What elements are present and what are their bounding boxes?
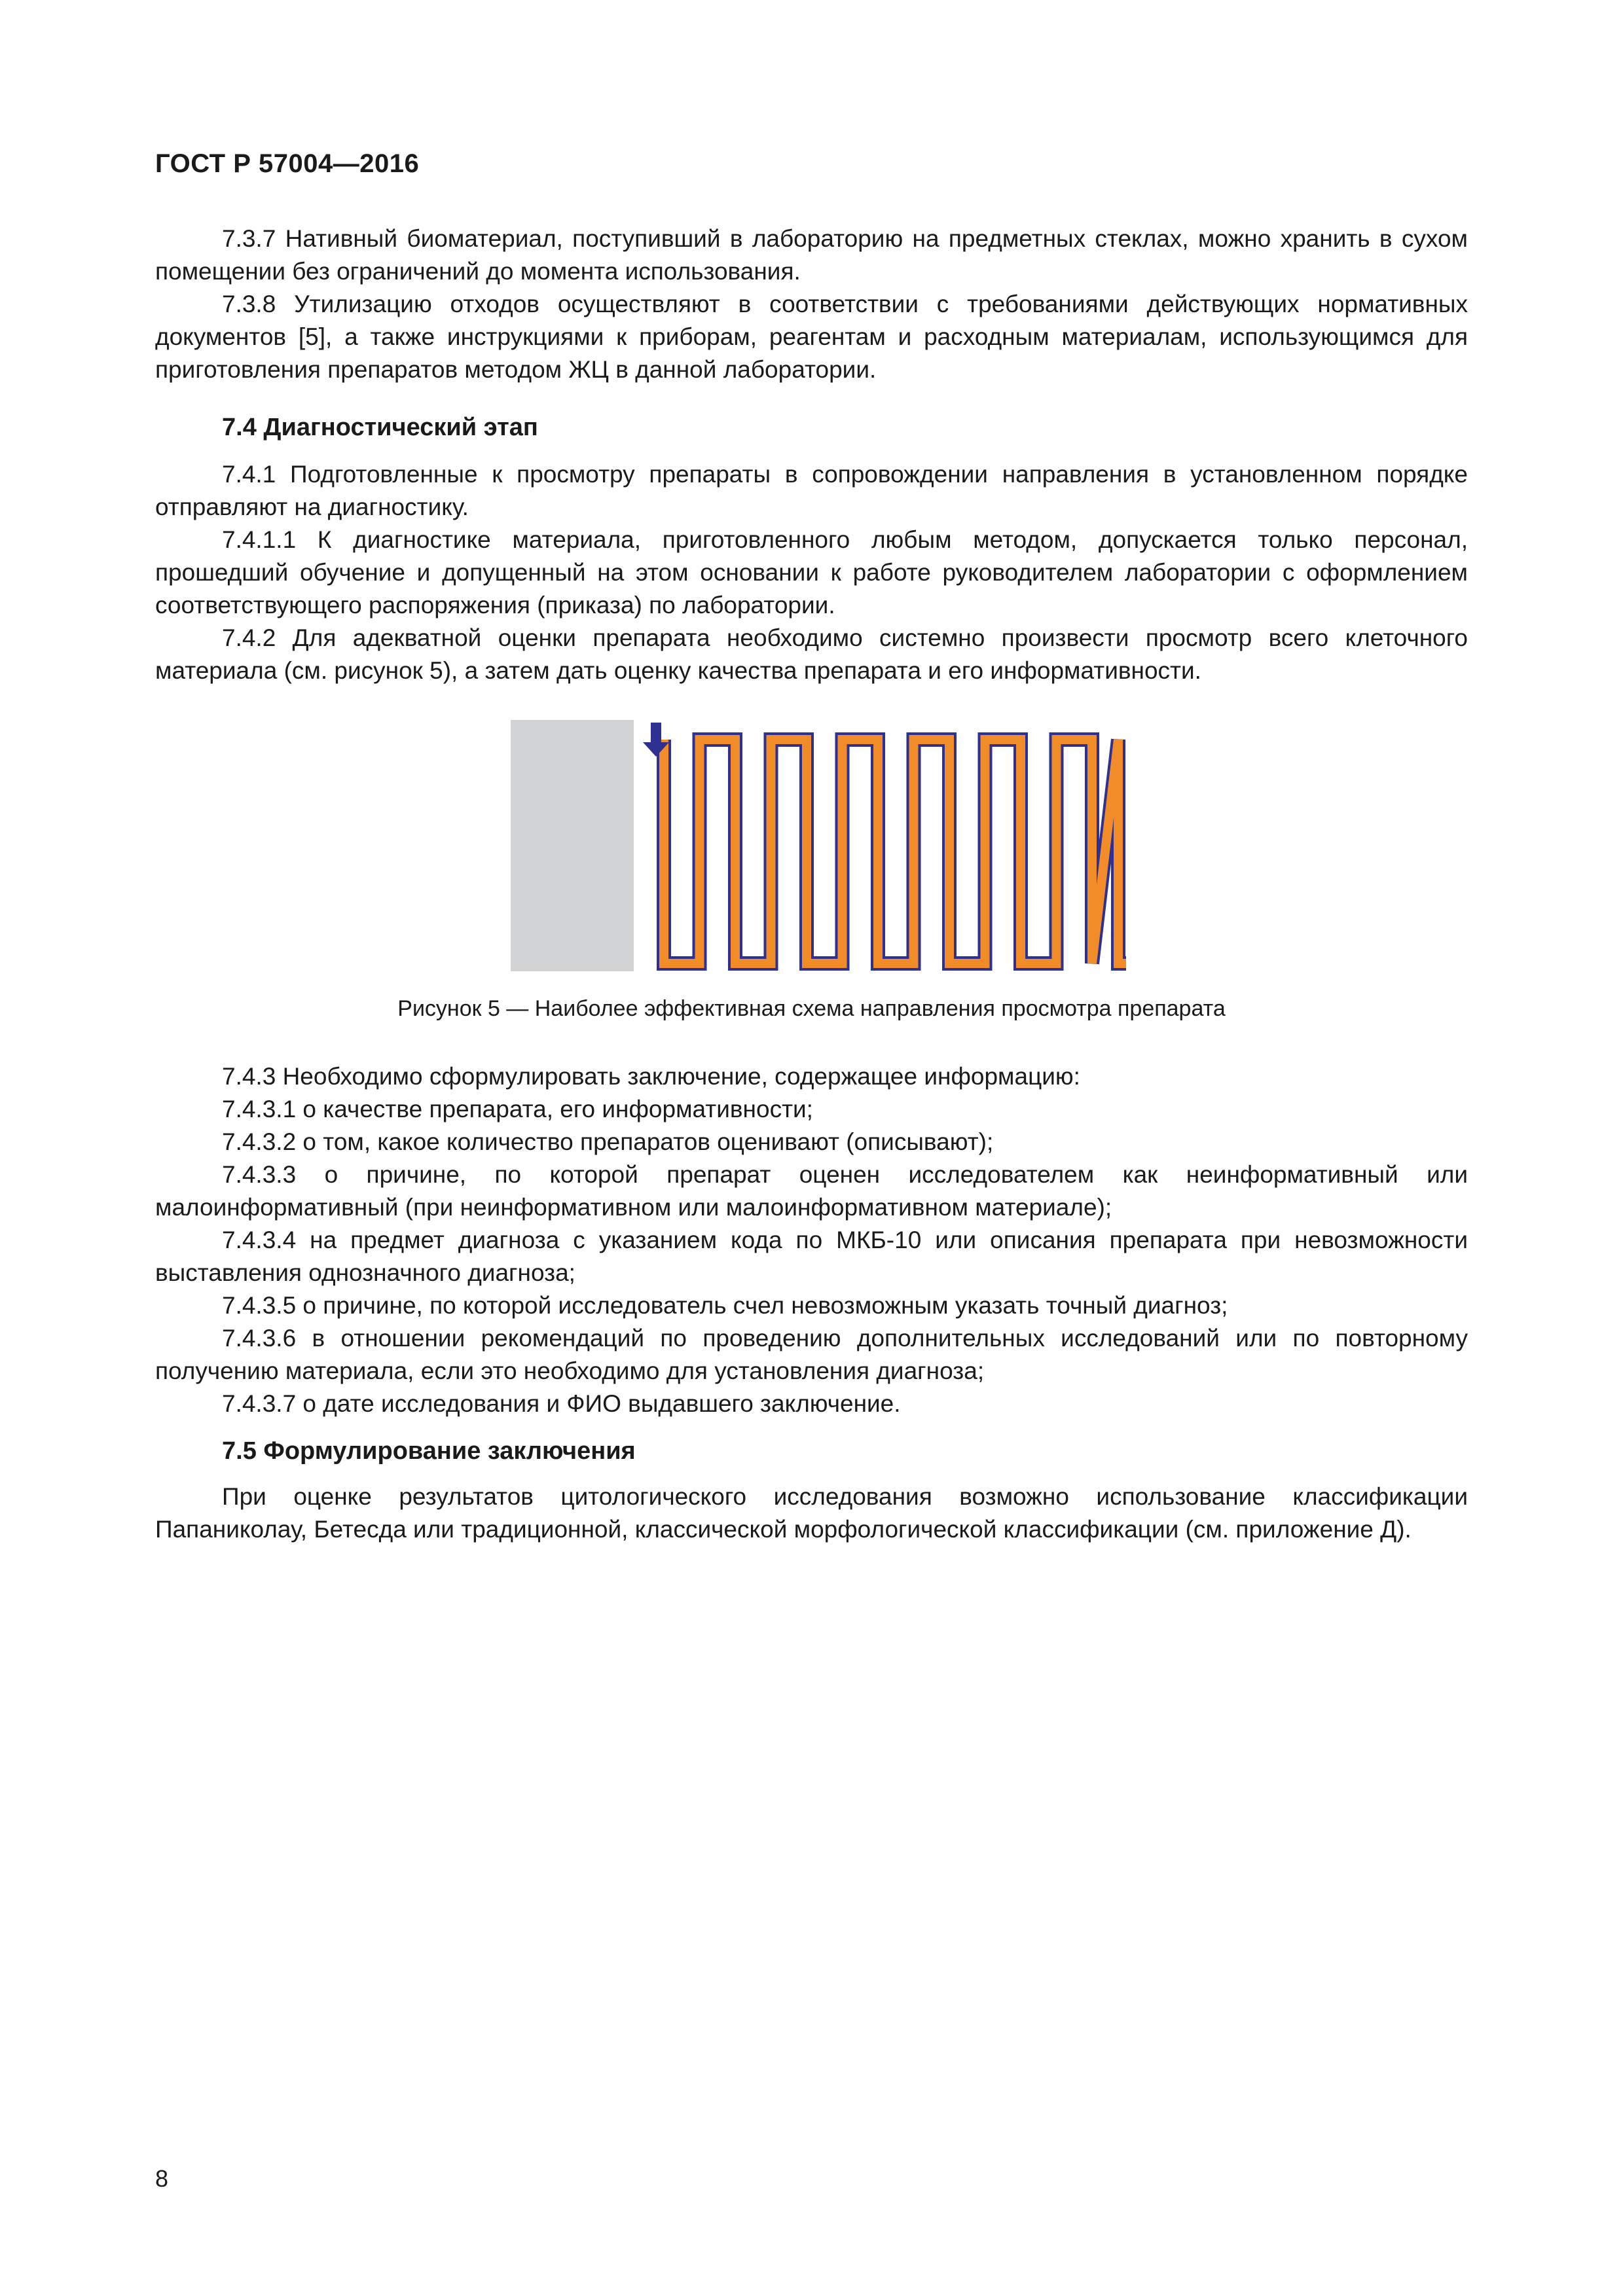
paragraph-7-3-8: 7.3.8 Утилизацию отходов осуществляют в соответствии с требованиями действующих нормативных документов [5], а также инструкциями к приборам, реагентам и расходным материалам, использующимся для приготовления препаратов методом ЖЦ в данной лаборатории. <box>155 291 1468 383</box>
section-7-4-3-text <box>155 1060 1468 1420</box>
section-heading-7-5: 7.5 Формулирование заключения <box>222 1437 636 1465</box>
paragraph-7-3-7: 7.3.7 Нативный биоматериал, поступивший в лабораторию на предметных стеклах, можно хранить в сухом помещении без ограничений до момента использования. <box>155 225 1468 285</box>
slide-label-area <box>511 720 634 971</box>
paragraph-7-4-3-3: 7.4.3.3 о причине, по которой препарат оценен исследователем как неинформативный или малоинформативный (при неинформативном или малоинформативном материале); <box>155 1161 1468 1221</box>
scan-path-diagram <box>511 720 1126 982</box>
document-header-title: ГОСТ Р 57004—2016 <box>155 149 420 178</box>
page-number: 8 <box>155 2165 169 2192</box>
figure-caption: Рисунок 5 — Наиболее эффективная схема направления просмотра препарата <box>397 996 1226 1021</box>
paragraph-7-4-3-5: 7.4.3.5 о причине, по которой исследователь счел невозможным указать точный диагноз; <box>222 1292 1228 1319</box>
paragraph-7-4-3-4: 7.4.3.4 на предмет диагноза с указанием кода по МКБ-10 или описания препарата при невозможности выставления однозначного диагноза; <box>155 1227 1468 1286</box>
paragraph-7-4-3: 7.4.3 Необходимо сформулировать заключение, содержащее информацию: <box>222 1063 1080 1090</box>
paragraph-7-5: При оценке результатов цитологического исследования возможно использование классификации Папаниколау, Бетесда или традиционной, классической морфологической классификации (см. приложение Д). <box>155 1483 1468 1543</box>
section-7-5-text <box>155 1480 1468 1546</box>
section-7-3-text <box>155 223 1468 386</box>
section-heading-7-4: 7.4 Диагностический этап <box>222 414 538 441</box>
serpentine-scan-path <box>664 740 1126 963</box>
scan-path-line <box>664 740 1126 963</box>
figure-5-scan-scheme <box>511 720 1126 985</box>
section-7-4-text <box>155 458 1468 687</box>
paragraph-7-4-3-7: 7.4.3.7 о дате исследования и ФИО выдавшего заключение. <box>222 1390 901 1417</box>
paragraph-7-4-1-1: 7.4.1.1 К диагностике материала, приготовленного любым методом, допускается только персонал, прошедший обучение и допущенный на этом основании к работе руководителем лаборатории с оформлением соответствующего распоряжения (приказа) по лаборатории. <box>155 526 1468 619</box>
paragraph-7-4-3-6: 7.4.3.6 в отношении рекомендаций по проведению дополнительных исследований или по повторному получению материала, если это необходимо для установления диагноза; <box>155 1325 1468 1384</box>
paragraph-7-4-3-1: 7.4.3.1 о качестве препарата, его информативности; <box>222 1096 813 1122</box>
paragraph-7-4-2: 7.4.2 Для адекватной оценки препарата необходимо системно произвести просмотр всего клеточного материала (см. рисунок 5), а затем дать оценку качества препарата и его информативности. <box>155 624 1468 684</box>
paragraph-7-4-3-2: 7.4.3.2 о том, какое количество препаратов оценивают (описывают); <box>222 1128 994 1155</box>
paragraph-7-4-1: 7.4.1 Подготовленные к просмотру препараты в сопровождении направления в установленном порядке отправляют на диагностику. <box>155 461 1468 520</box>
